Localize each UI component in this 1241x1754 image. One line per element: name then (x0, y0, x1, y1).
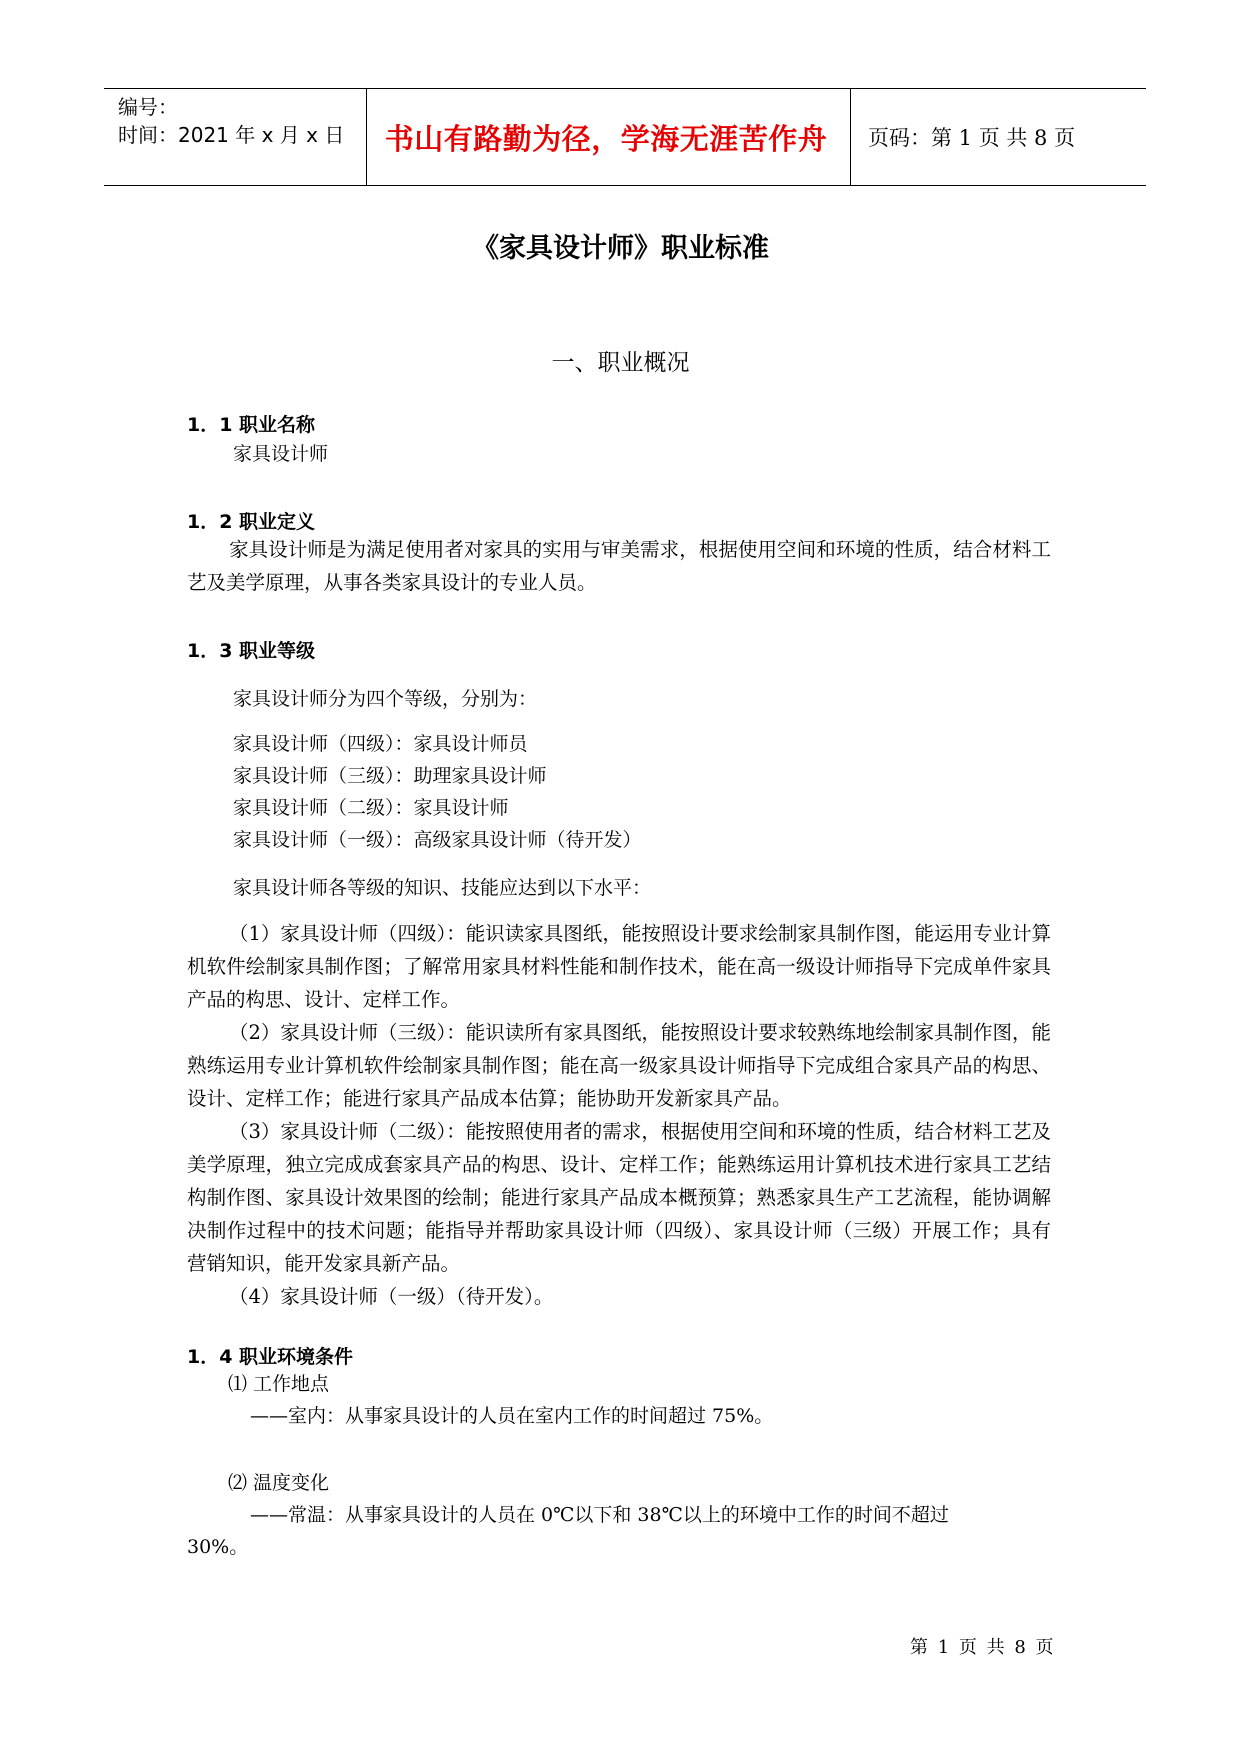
header-divider (850, 89, 851, 185)
paragraph-text: （2）家具设计师（三级）：能识读所有家具图纸，能按照设计要求较熟练地绘制家具制作图，能熟练运用专业计算机软件绘制家具制作图；能在高一级家具设计师指导下完成组合家具产品的构思、设计、定样工作；能进行家具产品成本估算；能协助开发新家具产品。 (187, 1021, 1051, 1110)
section-heading: 1．4 职业环境条件 (187, 1346, 354, 1368)
paragraph-text: 家具设计师是为满足使用者对家具的实用与审美需求，根据使用空间和环境的性质，结合材料工艺及美学原理，从事各类家具设计的专业人员。 (187, 538, 1051, 594)
section-heading: 1．2 职业定义 (187, 511, 316, 533)
subsection-text: ——常温：从事家具设计的人员在 0℃以下和 38℃以上的环境中工作的时间不超过 (250, 1504, 949, 1526)
subsection-text: ——室内：从事家具设计的人员在室内工作的时间超过 75%。 (250, 1405, 774, 1427)
paragraph-text: （3）家具设计师（二级）：能按照使用者的需求，根据使用空间和环境的性质，结合材料工艺及美学原理，独立完成成套家具产品的构思、设计、定样工作；能熟练运用计算机技术进行家具工艺结构制作图、家具设计效果图的绘制；能进行家具产品成本概预算；熟悉家具生产工艺流程，能协调解决制作过程中的技术问题；能指导并帮助家具设计师（四级）、家具设计师（三级）开展工作；具有营销知识，能开发家具新产品。 (187, 1120, 1051, 1275)
section-heading: 1．1 职业名称 (187, 414, 316, 436)
standard-intro: 家具设计师各等级的知识、技能应达到以下水平： (233, 877, 652, 899)
section-paragraph (187, 533, 1051, 599)
time-label: 时间：2021 年 x 月 x 日 (118, 123, 345, 147)
paragraph-text: （1）家具设计师（四级）：能识读家具图纸，能按照设计要求绘制家具制作图，能运用专业计算机软件绘制家具制作图；了解常用家具材料性能和制作技术，能在高一级设计师指导下完成单件家具产品的构思、设计、定样工作。 (187, 922, 1051, 1011)
section-heading: 1．3 职业等级 (187, 640, 316, 662)
level-requirement (187, 1115, 1051, 1280)
level-item: 家具设计师（三级）：助理家具设计师 (233, 765, 547, 787)
subsection-title: ⑵ 温度变化 (228, 1472, 330, 1494)
document-header (104, 88, 1146, 186)
level-requirement (187, 1016, 1051, 1115)
document-title: 《家具设计师》职业标准 (472, 233, 769, 264)
header-meta (118, 93, 358, 149)
level-item: 家具设计师（二级）：家具设计师 (233, 797, 509, 819)
page-footer: 第 1 页 共 8 页 (910, 1637, 1056, 1658)
levels-intro: 家具设计师分为四个等级，分别为： (233, 688, 538, 710)
subsection-text: 30%。 (187, 1536, 249, 1558)
number-label: 编号： (118, 95, 178, 119)
paragraph-text: （4）家具设计师（一级）（待开发）。 (229, 1285, 554, 1308)
level-requirement (187, 917, 1051, 1016)
level-item: 家具设计师（四级）：家具设计师员 (233, 733, 528, 755)
section-text: 家具设计师 (233, 443, 329, 465)
header-page-label: 页码：第 1 页 共 8 页 (868, 126, 1076, 150)
subsection-title: ⑴ 工作地点 (228, 1373, 330, 1395)
level-item: 家具设计师（一级）：高级家具设计师（待开发） (233, 829, 642, 851)
chapter-heading: 一、职业概况 (551, 350, 690, 376)
header-motto: 书山有路勤为径，学海无涯苦作舟 (384, 121, 828, 156)
level-requirement (187, 1280, 1051, 1313)
